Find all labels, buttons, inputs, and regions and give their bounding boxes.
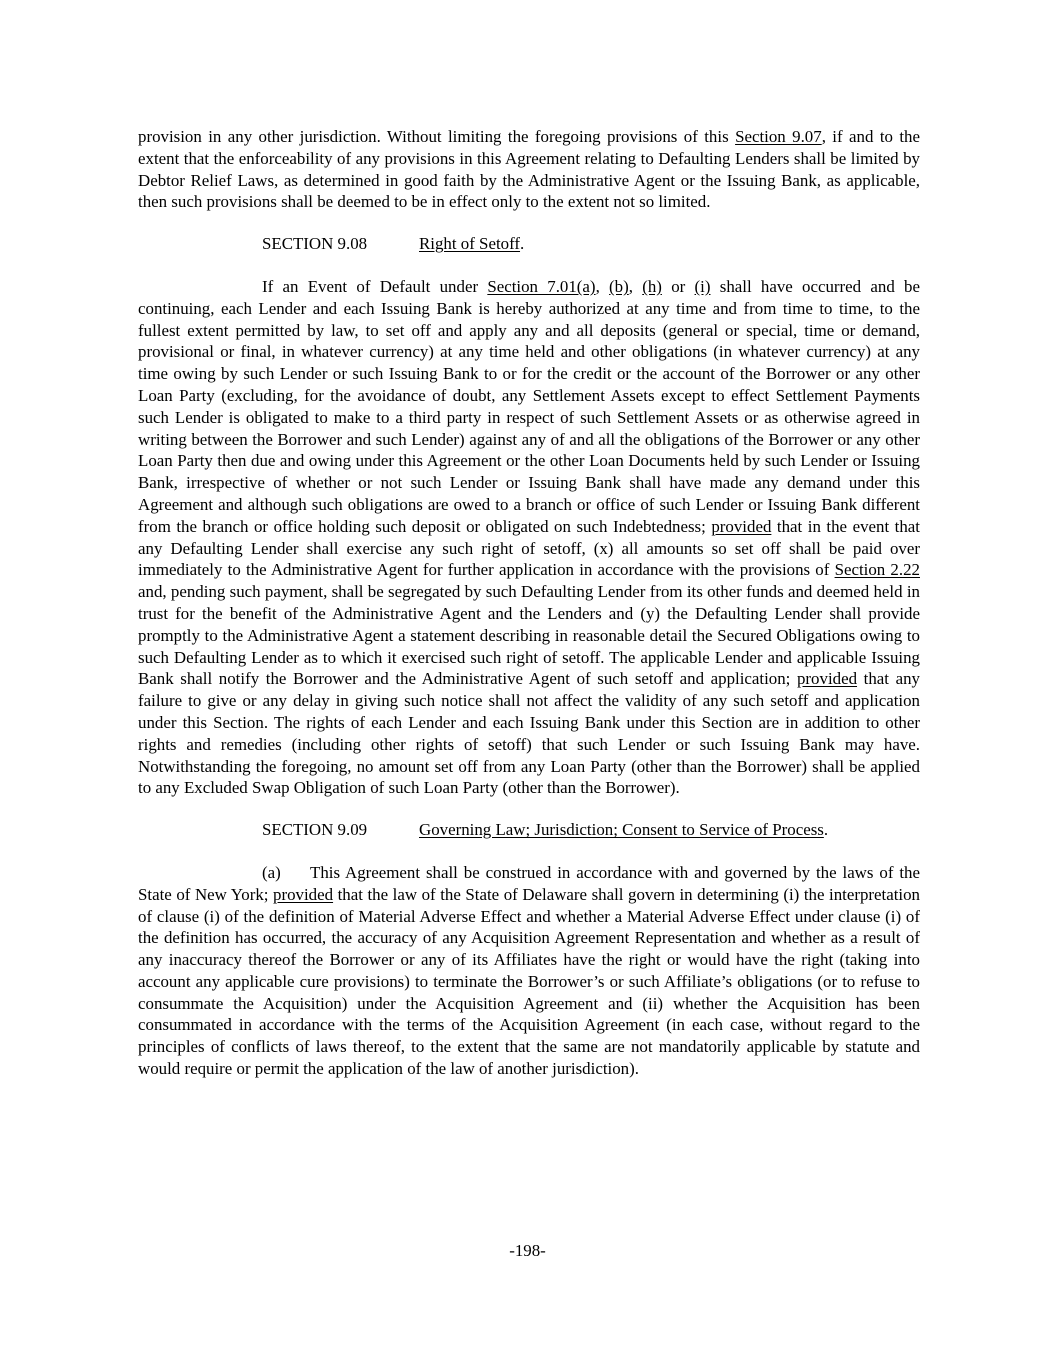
clause-reference-h: (h) [642, 276, 662, 296]
section-heading-9-09 [138, 819, 920, 841]
clause-reference-i: (i) [694, 276, 711, 296]
text-run: , if and to the extent that the enforceability of any provisions in this Agreement relating to Defaulting Lenders shall be limited by Debtor Relief Laws, as determined in good faith by the Administrative Agent or the Issuing Bank, as applicable, then such provisions shall be deemed to be in effect only to the extent not so limited. [138, 127, 920, 212]
section-title-period: . [520, 234, 525, 254]
section-number: SECTION 9.08 [262, 234, 368, 254]
section-number: SECTION 9.09 [262, 820, 368, 840]
section-reference-7-01-a: Section 7.01(a) [487, 276, 596, 296]
document-page [138, 126, 920, 1080]
separator: , [595, 276, 610, 296]
section-reference-2-22: Section 2.22 [834, 560, 920, 580]
section-title: Right of Setoff [419, 234, 521, 254]
text-run: shall have occurred and be continuing, each Lender and each Issuing Bank is hereby authorized at any time and from time to time, to the fullest extent permitted by law, to set off and apply any and all deposits (general or special, time or demand, provisional or final, in whatever currency) at any time held and other obligations (in whatever currency) at any time owing by such Lender or such Issuing Bank to or for the credit or the account of the Borrower or any other Loan Party (excluding, for the avoidance of doubt, any Settlement Assets except to effect Settlement Payments such Lender is obligated to make to a third party in respect of such Settlement Assets or as otherwise agreed in writing between the Borrower and such Lender) against any of and all the obligations of the Borrower or any other Loan Party then due and owing under this Agreement or the other Loan Documents held by such Lender or Issuing Bank, irrespective of whether or not such Lender or Issuing Bank shall have made any demand under this Agreement and although such obligations are owed to a branch or office of such Lender or Issuing Bank different from the branch or office holding such deposit or obligated on such Indebtedness; [138, 276, 920, 536]
section-title: Governing Law; Jurisdiction; Consent to Service of Process [419, 820, 824, 840]
subsection-label: (a) [262, 862, 281, 882]
page-number: -198- [509, 1241, 546, 1260]
text-run: and, pending such payment, shall be segregated by such Defaulting Lender from its other funds and deemed held in trust for the benefit of the Administrative Agent and the Lenders and (y) the Defaulting Lender shall provide promptly to the Administrative Agent a statement describing in reasonable detail the Secured Obligations owing to such Defaulting Lender as to which it exercised such right of setoff. The applicable Lender and applicable Issuing Bank shall notify the Borrower and the Administrative Agent of such setoff and application; [138, 582, 920, 689]
text-run: that in the event that any Defaulting Lender shall exercise any such right of setoff, (x) all amounts so set off shall be paid over immediately to the Administrative Agent for further application in accordance with the provisions of [138, 516, 920, 580]
clause-reference-b: (b) [609, 276, 629, 296]
section-title-period: . [823, 820, 829, 840]
text-run: provision in any other jurisdiction. Without limiting the foregoing provisions of this [138, 127, 736, 146]
section-reference-9-07: Section 9.07 [735, 127, 822, 146]
provided-term: provided [711, 516, 772, 536]
provided-term: provided [796, 669, 858, 689]
text-run: If an Event of Default under [262, 276, 488, 296]
separator: or [661, 276, 695, 296]
provided-term: provided [273, 884, 334, 904]
section-heading-9-08 [138, 233, 920, 255]
paragraph-continuation [138, 126, 920, 213]
text-run: that any failure to give or any delay in giving such notice shall not affect the validity of any such setoff and application under this Section. The rights of each Lender and each Issuing Bank under this Section are in addition to other rights and remedies (including other rights of setoff) that such Lender or such Issuing Bank may have. Notwithstanding the foregoing, no amount set off from any Loan Party (other than the Borrower) shall be applied to any Excluded Swap Obligation of such Loan Party (other than the Borrower). [138, 669, 920, 798]
separator: , [628, 276, 643, 296]
text-run: that the law of the State of Delaware shall govern in determining (i) the interpretation of clause (i) of the definition of Material Adverse Effect and whether a Material Adverse Effect under clause (i) of the definition has occurred, the accuracy of any Acquisition Agreement Representation and whether as a result of any inaccuracy thereof the Borrower or any of its Affiliates have the right or would have the right (taking into account any applicable cure provisions) to terminate the Borrower’s or such Affiliate’s obligations (or to refuse to consummate the Acquisition) under the Acquisition Agreement and (ii) whether the Acquisition has been consummated in accordance with the terms of the Acquisition Agreement (in each case, without regard to the principles of conflicts of laws thereof, to the extent that the same are not mandatorily applicable by statute and would require or permit the application of the law of another jurisdiction). [138, 884, 920, 1079]
paragraph-right-of-setoff [138, 276, 920, 799]
paragraph-governing-law-a [138, 862, 920, 1080]
text-run: This Agreement shall be construed in accordance with and governed by the laws of the State of New York; [138, 862, 920, 904]
